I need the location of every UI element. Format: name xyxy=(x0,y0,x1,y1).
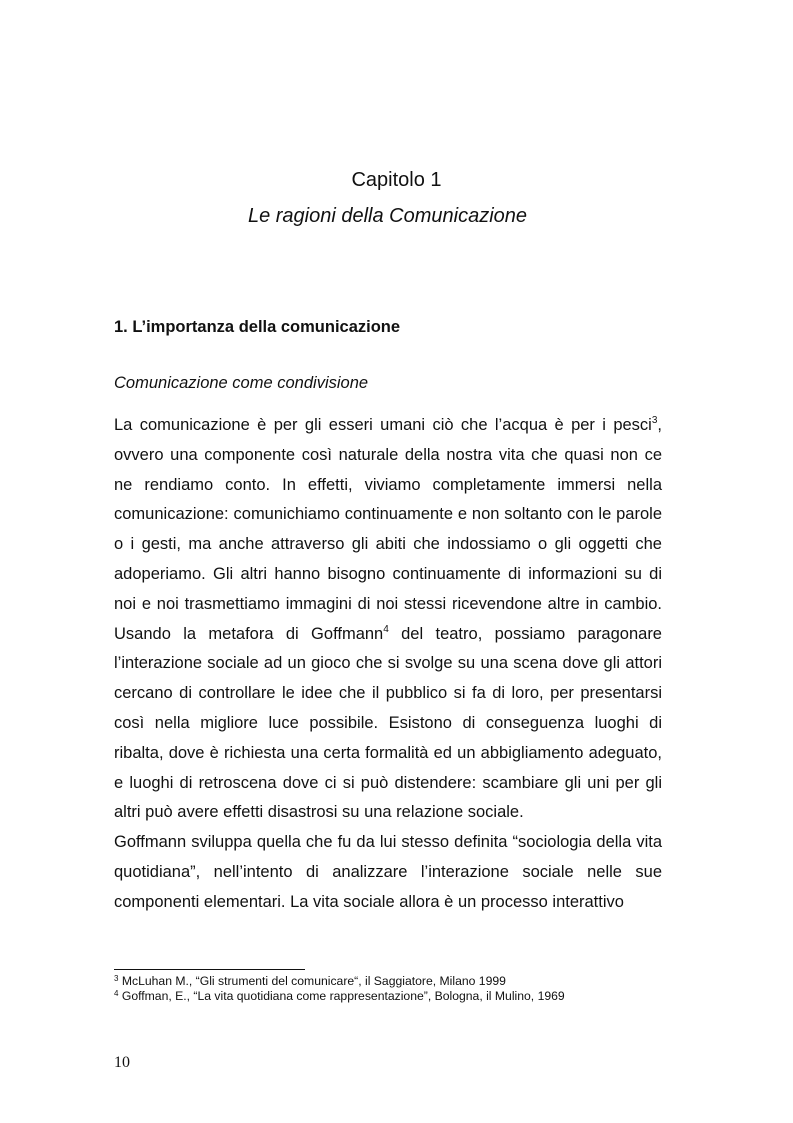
footnotes xyxy=(114,974,565,1004)
footnote-text: Goffman, E., “La vita quotidiana come rappresentazione”, Bologna, il Mulino, 1969 xyxy=(118,989,565,1003)
paragraph-1-part-a: La comunicazione è per gli esseri umani ciò che l’acqua è per i pesci xyxy=(114,416,652,434)
section-heading: 1. L’importanza della comunicazione xyxy=(114,318,401,336)
subsection-heading: Comunicazione come condivisione xyxy=(114,374,369,392)
footnote-ref-3: 3 xyxy=(651,415,658,426)
paragraph-1-part-c: del teatro, possiamo paragonare l’interazione sociale ad un gioco che si svolge su una scena dove gli attori cercano di controllare le idee che il pubblico si fa di loro, per presentarsi così nella migliore luce possibile. Esistono di conseguenza luoghi di ribalta, dove è richiesta una certa formalità ed un abbigliamento adeguato, e luoghi di retroscena dove ci si può distendere: scambiare gli uni per gli altri può avere effetti disastrosi su una relazione sociale. xyxy=(114,624,662,822)
chapter-title: Le ragioni della Comunicazione xyxy=(247,205,528,227)
footnote-text: McLuhan M., “Gli strumenti del comunicare“, il Saggiatore, Milano 1999 xyxy=(118,974,506,988)
paragraph-2: Goffmann sviluppa quella che fu da lui stesso definita “sociologia della vita quotidiana”, nell’intento di analizzare l’interazione sociale nelle sue componenti elementari. La vita sociale allora è un processo interattivo xyxy=(114,833,662,911)
page-number: 10 xyxy=(114,1054,130,1071)
chapter-number: Capitolo 1 xyxy=(351,169,442,191)
footnote-4 xyxy=(114,989,565,1004)
paragraph-1 xyxy=(114,411,662,828)
body-text xyxy=(114,411,662,918)
footnote-ref-4: 4 xyxy=(383,623,389,635)
footnote-3 xyxy=(114,974,565,989)
paragraph-1-part-b: , ovvero una componente così naturale della nostra vita che quasi non ce ne rendiamo conto. In effetti, viviamo completamente immersi nella comunicazione: comunichiamo continuamente e non soltanto con le parole o i gesti, ma anche attraverso gli abiti che indossiamo o gli oggetti che adoperiamo. Gli altri hanno bisogno continuamente di informazioni su di noi e noi trasmettiamo immagini di noi stessi ricevendone altre in cambio. Usando la metafora di Goffmann xyxy=(114,416,662,643)
footnote-mark: 4 xyxy=(114,989,119,998)
footnote-mark: 3 xyxy=(114,974,119,983)
footnote-separator xyxy=(114,969,305,970)
